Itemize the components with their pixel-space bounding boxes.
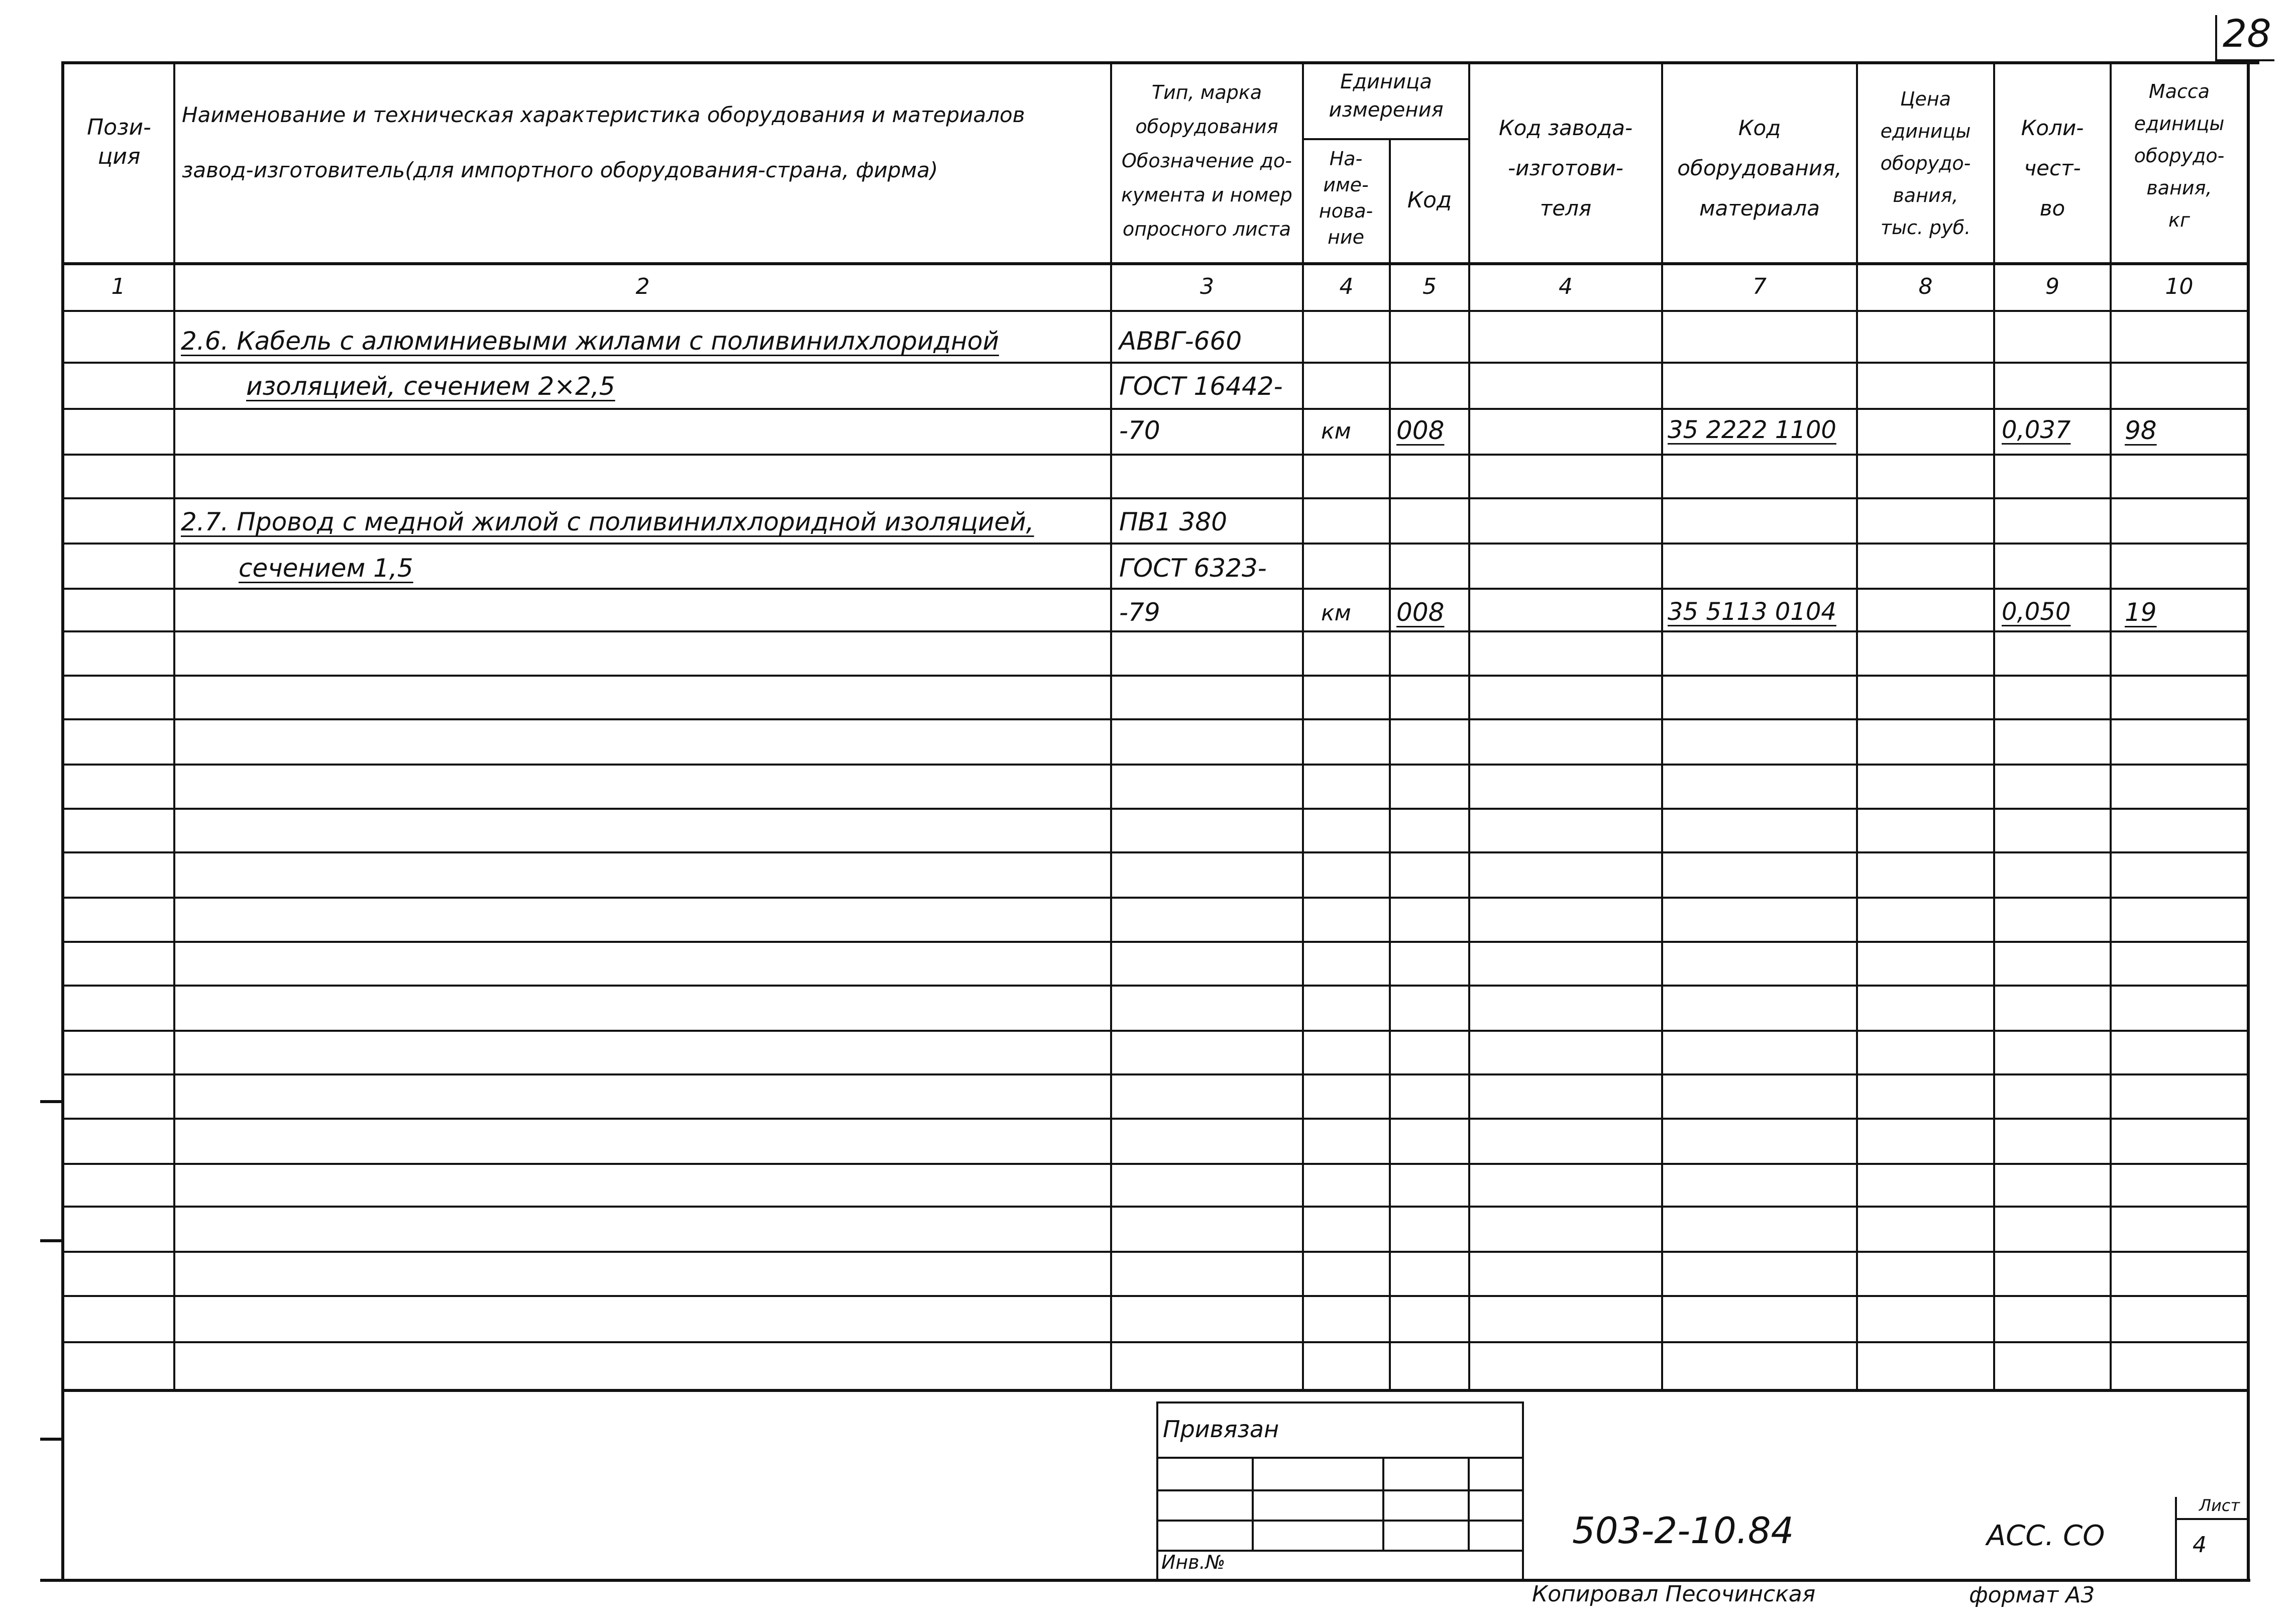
stamp-document-code: 503-2-10.84 xyxy=(1572,1509,1794,1552)
header-name-line2: завод-изготовитель(для импортного оборудования-страна, фирма) xyxy=(182,158,938,182)
header-unit-code: Код xyxy=(1407,187,1452,213)
row-name-line1: 2.6. Кабель с алюминиевыми жилами с поливинилхлоридной xyxy=(181,327,999,356)
col-line xyxy=(1661,61,1663,1390)
column-number-6: 4 xyxy=(1559,274,1573,299)
column-number-2: 2 xyxy=(635,274,650,299)
col-line xyxy=(1302,61,1304,1390)
row-line xyxy=(61,1118,2249,1120)
header-mass: Масса единицы оборудо- вания, кг xyxy=(2134,80,2225,231)
row-line xyxy=(61,808,2249,810)
row-name-line1: 2.7. Провод с медной жилой с поливинилхлоридной изоляцией, xyxy=(181,507,1034,536)
header-factory-code: Код завода- -изготови- теля xyxy=(1498,116,1633,221)
stamp-sheet-label: Лист xyxy=(2199,1496,2240,1515)
stamp-line xyxy=(1156,1401,1523,1403)
row-quantity: 0,037 xyxy=(2002,416,2071,444)
header-price: Цена единицы оборудо- вания, тыс. руб. xyxy=(1880,88,1971,239)
row-quantity: 0,050 xyxy=(2002,598,2071,626)
row-line xyxy=(61,630,2249,632)
row-line xyxy=(61,362,2249,364)
row-line xyxy=(61,408,2249,410)
row-line xyxy=(61,1295,2249,1297)
col-line xyxy=(173,61,175,1390)
row-line xyxy=(61,764,2249,766)
frame-bottom xyxy=(40,1579,2250,1582)
row-line xyxy=(61,1030,2249,1032)
header-name-line1: Наименование и техническая характеристика оборудования и материалов xyxy=(182,102,1025,127)
row-line xyxy=(61,1341,2249,1343)
unit-group-divider xyxy=(1302,138,1468,140)
row-mass: 98 xyxy=(2125,416,2157,445)
column-number-1: 1 xyxy=(111,274,126,299)
header-type: Тип, марка оборудования Обозначение до- кумента и номер опросного листа xyxy=(1121,81,1292,240)
stamp-line xyxy=(1156,1489,1523,1491)
row-type-line3: -70 xyxy=(1119,416,1160,445)
row-type-line3: -79 xyxy=(1119,598,1160,627)
stamp-format: формат А3 xyxy=(1969,1582,2095,1608)
stamp-sheet-box-left xyxy=(2175,1497,2177,1580)
row-unit: км xyxy=(1321,418,1351,444)
margin-tick xyxy=(40,1438,62,1441)
col-line xyxy=(2110,61,2112,1390)
row-line xyxy=(61,1163,2249,1165)
col-line xyxy=(1993,61,1995,1390)
row-unit: км xyxy=(1321,600,1351,626)
row-line xyxy=(61,851,2249,853)
margin-tick xyxy=(40,1239,62,1242)
page-number-tick xyxy=(2215,15,2217,63)
header-bottom-line xyxy=(61,262,2249,265)
header-position: Пози- ция xyxy=(87,115,151,169)
row-line xyxy=(61,985,2249,987)
column-number-9: 9 xyxy=(2045,274,2059,299)
stamp-line xyxy=(1252,1457,1254,1550)
column-number-3: 3 xyxy=(1200,274,1214,299)
column-number-10: 10 xyxy=(2165,274,2194,299)
row-line xyxy=(61,1251,2249,1253)
row-mass: 19 xyxy=(2125,598,2157,627)
header-unit-group: Единица измерения xyxy=(1329,70,1444,122)
column-number-4: 4 xyxy=(1339,274,1354,299)
row-equipment-code: 35 5113 0104 xyxy=(1668,598,1836,626)
page-number: 28 xyxy=(2223,11,2271,56)
frame-top xyxy=(64,61,2259,64)
row-line xyxy=(61,941,2249,943)
row-line xyxy=(61,543,2249,545)
stamp-sheet-box-top xyxy=(2175,1518,2248,1520)
row-line xyxy=(61,718,2249,720)
row-type-line2: ГОСТ 6323- xyxy=(1119,554,1267,583)
table-bottom-line xyxy=(61,1389,2249,1392)
row-line xyxy=(61,497,2249,499)
stamp-inv-label: Инв.№ xyxy=(1161,1551,1226,1573)
col-line xyxy=(1468,61,1470,1390)
row-equipment-code: 35 2222 1100 xyxy=(1668,416,1836,444)
stamp-sheet-number: 4 xyxy=(2193,1532,2207,1558)
row-line xyxy=(61,1073,2249,1075)
row-type-line1: ПВ1 380 xyxy=(1119,507,1228,536)
stamp-line xyxy=(1156,1520,1523,1522)
row-type-line2: ГОСТ 16442- xyxy=(1119,372,1283,401)
row-name-line2: сечением 1,5 xyxy=(239,554,413,583)
column-number-8: 8 xyxy=(1918,274,1933,299)
row-line xyxy=(61,454,2249,456)
frame-right xyxy=(2247,61,2250,1581)
row-unit-code: 008 xyxy=(1396,598,1445,627)
row-line xyxy=(61,675,2249,677)
margin-tick xyxy=(40,1100,62,1103)
col-line xyxy=(1110,61,1112,1390)
stamp-line xyxy=(1382,1457,1384,1550)
col-line xyxy=(1856,61,1858,1390)
column-number-7: 7 xyxy=(1753,274,1767,299)
stamp-line xyxy=(1468,1457,1470,1550)
column-number-5: 5 xyxy=(1423,274,1437,299)
row-type-line1: АВВГ-660 xyxy=(1119,327,1242,356)
header-quantity: Коли- чест- во xyxy=(2021,116,2084,221)
stamp-series: АСС. СО xyxy=(1987,1520,2105,1552)
row-line xyxy=(61,897,2249,899)
stamp-bound-label: Привязан xyxy=(1163,1416,1279,1443)
header-unit-name: На- име- нова- ние xyxy=(1319,148,1373,248)
row-line xyxy=(61,1206,2249,1208)
column-number-line xyxy=(61,310,2249,312)
row-unit-code: 008 xyxy=(1396,416,1445,445)
stamp-copied-by: Копировал Песочинская xyxy=(1532,1581,1816,1607)
header-equipment-code: Код оборудования, материала xyxy=(1677,116,1842,221)
row-line xyxy=(61,588,2249,590)
row-name-line2: изоляцией, сечением 2×2,5 xyxy=(246,372,615,401)
